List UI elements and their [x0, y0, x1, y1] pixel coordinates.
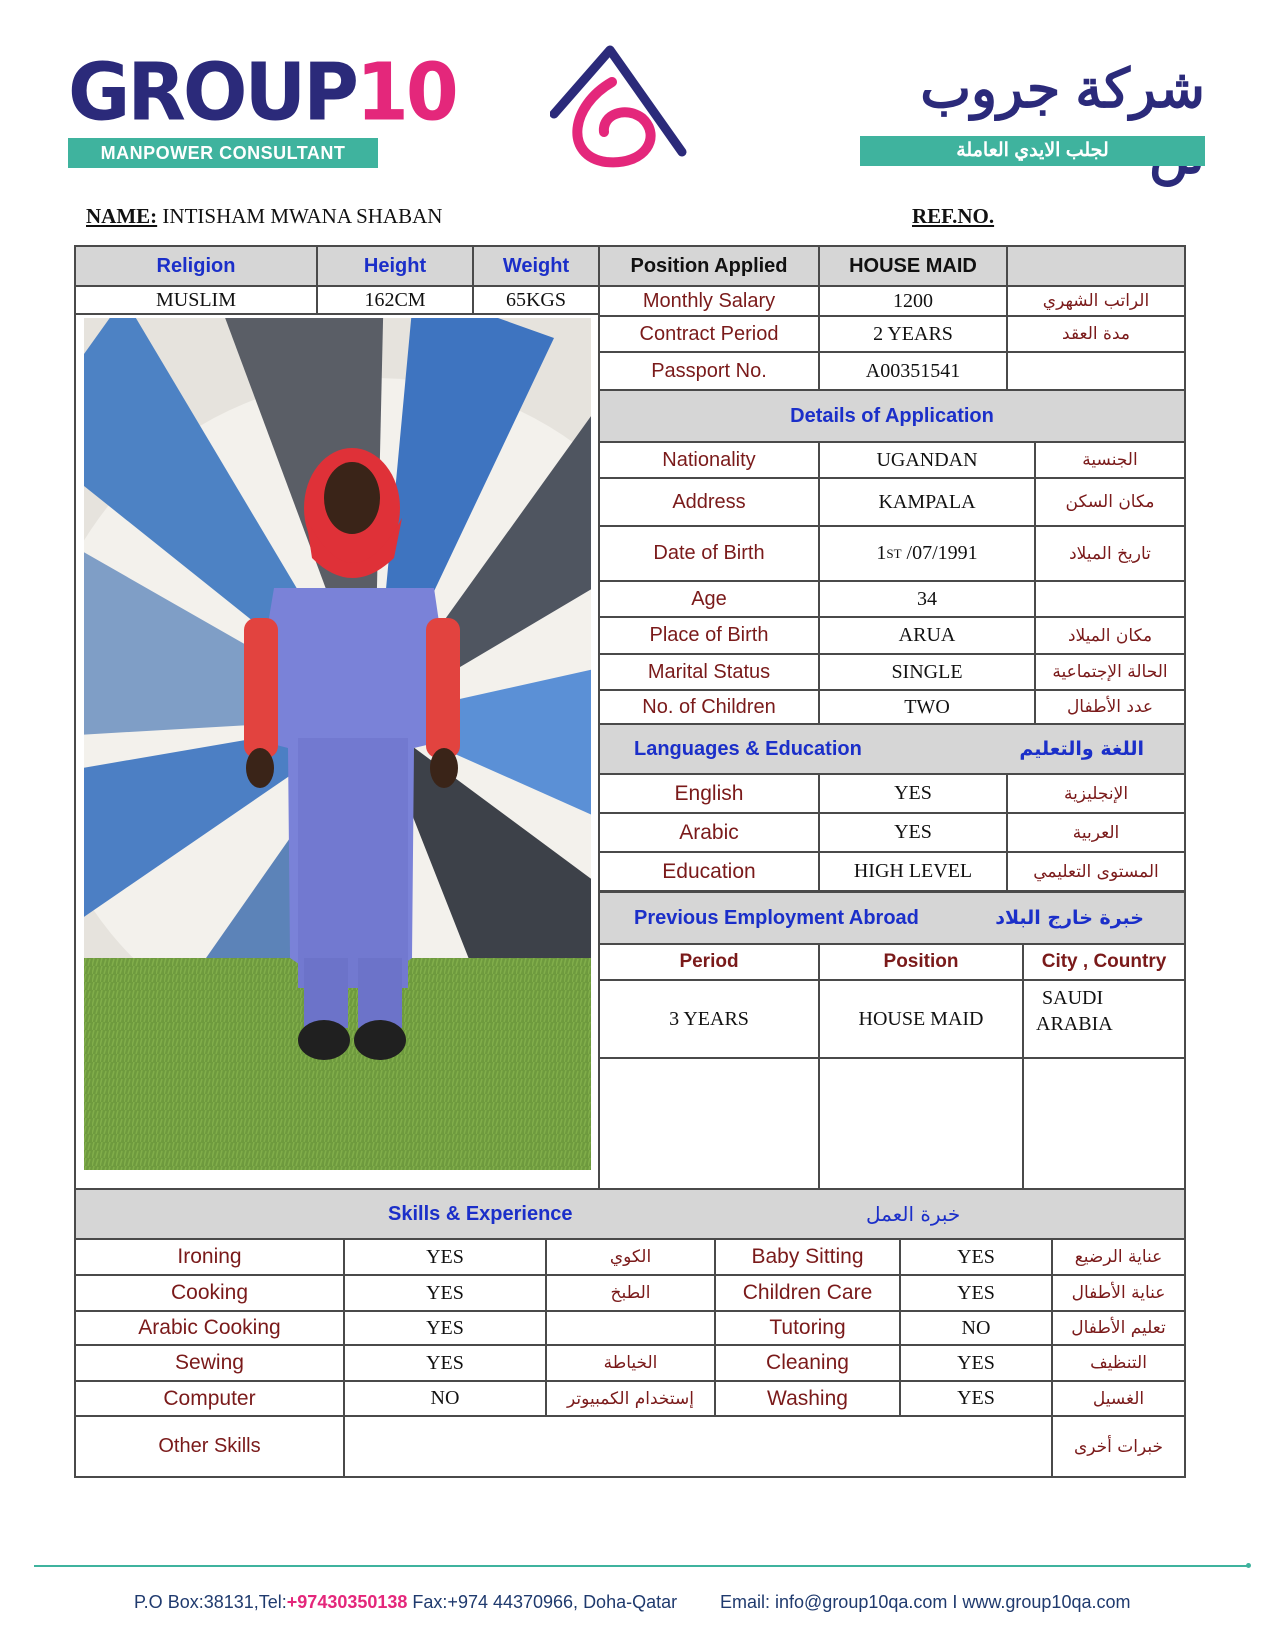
skill-value: YES — [343, 1274, 547, 1312]
other-skills-label: Other Skills — [74, 1415, 345, 1478]
passport-arabic-cell — [1006, 351, 1186, 391]
position-applied-value: HOUSE MAID — [818, 245, 1008, 287]
language-arabic: المستوى التعليمي — [1006, 851, 1186, 892]
employment-col-period: Period — [598, 943, 820, 981]
position-arabic-cell — [1006, 245, 1186, 287]
footer-email: Email: info@group10qa.com I www.group10qa.com — [720, 1592, 1131, 1612]
brand-arabic-tagline: لجلب الايدي العاملة — [860, 136, 1205, 166]
footer-address-part1: P.O Box:38131,Tel: — [134, 1592, 287, 1612]
dob-rest: /07/1991 — [901, 542, 978, 564]
skill-arabic: الكوي — [545, 1238, 716, 1276]
contract-value: 2 YEARS — [818, 315, 1008, 353]
employment-empty-position — [818, 1057, 1024, 1190]
detail-value — [818, 525, 1036, 582]
brand-arabic: شركة جروب — [920, 59, 1205, 119]
footer-address-part2: Fax:+974 44370966, Doha-Qatar — [407, 1592, 678, 1612]
detail-label: Place of Birth — [598, 616, 820, 655]
skill-arabic: عناية الأطفال — [1051, 1274, 1186, 1312]
employment-title-arabic: خبرة خارج البلاد — [995, 907, 1144, 929]
skill-value: YES — [343, 1238, 547, 1276]
detail-value: 34 — [818, 580, 1036, 618]
skill-label: Arabic Cooking — [74, 1310, 345, 1346]
skill-label: Washing — [714, 1380, 901, 1417]
detail-label: Address — [598, 477, 820, 527]
languages-title-arabic: اللغة والتعليم — [1019, 738, 1144, 760]
skill-arabic: الخياطة — [545, 1344, 716, 1382]
detail-value: SINGLE — [818, 653, 1036, 691]
employment-header — [598, 891, 1186, 945]
language-arabic: العربية — [1006, 812, 1186, 853]
position-applied-label: Position Applied — [598, 245, 820, 287]
candidate-name: INTISHAM MWANA SHABAN — [162, 204, 443, 228]
skill-label: Computer — [74, 1380, 345, 1417]
brand-number: 10 — [355, 44, 456, 139]
skill-value: NO — [343, 1380, 547, 1417]
height-header: Height — [316, 245, 474, 287]
detail-arabic: الجنسية — [1034, 441, 1186, 479]
group10-logo — [68, 44, 456, 170]
language-label: English — [598, 773, 820, 814]
skills-title: Skills & Experience — [388, 1202, 573, 1225]
skill-label: Ironing — [74, 1238, 345, 1276]
brand-tagline: MANPOWER CONSULTANT — [68, 138, 378, 168]
skill-arabic — [545, 1310, 716, 1346]
detail-arabic: تاريخ الميلاد — [1034, 525, 1186, 582]
detail-label: Age — [598, 580, 820, 618]
skill-label: Children Care — [714, 1274, 901, 1312]
detail-arabic: عدد الأطفال — [1034, 689, 1186, 725]
brand-main: GROUP — [68, 44, 356, 139]
language-value: YES — [818, 812, 1008, 853]
skill-label: Cleaning — [714, 1344, 901, 1382]
skill-arabic: الطبخ — [545, 1274, 716, 1312]
skills-header — [74, 1188, 1186, 1240]
skill-value: YES — [899, 1274, 1053, 1312]
name-label: NAME: — [86, 204, 158, 228]
language-label: Arabic — [598, 812, 820, 853]
employment-title: Previous Employment Abroad — [634, 906, 919, 929]
employment-country-line-2: ARABIA — [1036, 1013, 1113, 1035]
employment-country — [1022, 979, 1186, 1059]
dob-day: 1 — [876, 542, 887, 564]
candidate-name-line — [86, 204, 442, 229]
other-skills-arabic: خبرات أخرى — [1051, 1415, 1186, 1478]
detail-arabic — [1034, 580, 1186, 618]
religion-value: MUSLIM — [74, 285, 318, 315]
arabic-logo — [855, 56, 1205, 168]
skill-value: NO — [899, 1310, 1053, 1346]
skill-value: YES — [899, 1344, 1053, 1382]
skill-label: Cooking — [74, 1274, 345, 1312]
skill-arabic: تعليم الأطفال — [1051, 1310, 1186, 1346]
height-value: 162CM — [316, 285, 474, 315]
contract-arabic: مدة العقد — [1006, 315, 1186, 353]
ref-no-label: REF.NO. — [912, 204, 995, 228]
salary-label: Monthly Salary — [598, 285, 820, 317]
detail-value: ARUA — [818, 616, 1036, 655]
employment-position: HOUSE MAID — [818, 979, 1024, 1059]
footer-divider-dot — [1246, 1563, 1251, 1568]
languages-title: Languages & Education — [634, 737, 862, 760]
skill-value: YES — [899, 1238, 1053, 1276]
language-arabic: الإنجليزية — [1006, 773, 1186, 814]
details-title: Details of Application — [598, 389, 1186, 443]
language-label: Education — [598, 851, 820, 892]
passport-label: Passport No. — [598, 351, 820, 391]
contract-label: Contract Period — [598, 315, 820, 353]
detail-value: UGANDAN — [818, 441, 1036, 479]
detail-label: Date of Birth — [598, 525, 820, 582]
footer-tel: +97430350138 — [286, 1592, 408, 1612]
passport-value: A00351541 — [818, 351, 1008, 391]
weight-header: Weight — [472, 245, 600, 287]
languages-header — [598, 723, 1186, 775]
detail-label: Nationality — [598, 441, 820, 479]
other-skills-value — [343, 1415, 1053, 1478]
detail-label: Marital Status — [598, 653, 820, 691]
detail-arabic: مكان الميلاد — [1034, 616, 1186, 655]
employment-empty-period — [598, 1057, 820, 1190]
skill-value: YES — [343, 1310, 547, 1346]
candidate-photo-illustration — [84, 318, 591, 1170]
detail-value: KAMPALA — [818, 477, 1036, 527]
detail-arabic: الحالة الإجتماعية — [1034, 653, 1186, 691]
language-value: HIGH LEVEL — [818, 851, 1008, 892]
skill-label: Tutoring — [714, 1310, 901, 1346]
employment-empty-city — [1022, 1057, 1186, 1190]
skill-label: Sewing — [74, 1344, 345, 1382]
skill-arabic: التنظيف — [1051, 1344, 1186, 1382]
house-swirl-logo-icon — [550, 44, 690, 170]
skill-label: Baby Sitting — [714, 1238, 901, 1276]
salary-arabic: الراتب الشهري — [1006, 285, 1186, 317]
dob-suffix: ST — [886, 545, 902, 561]
footer-address — [134, 1592, 677, 1613]
detail-value: TWO — [818, 689, 1036, 725]
skill-value: YES — [343, 1344, 547, 1382]
employment-col-city: City , Country — [1022, 943, 1186, 981]
detail-label: No. of Children — [598, 689, 820, 725]
candidate-photo — [84, 318, 591, 1170]
language-value: YES — [818, 773, 1008, 814]
skill-arabic: إستخدام الكمبيوتر — [545, 1380, 716, 1417]
salary-value: 1200 — [818, 285, 1008, 317]
weight-value: 65KGS — [472, 285, 600, 315]
footer-divider — [34, 1565, 1250, 1567]
skill-arabic: الغسيل — [1051, 1380, 1186, 1417]
employment-country-line-1: SAUDI — [1042, 987, 1104, 1009]
employment-col-position: Position — [818, 943, 1024, 981]
religion-header: Religion — [74, 245, 318, 287]
skills-title-arabic: خبرة العمل — [866, 1202, 961, 1226]
skill-value: YES — [899, 1380, 1053, 1417]
employment-period: 3 YEARS — [598, 979, 820, 1059]
skill-arabic: عناية الرضيع — [1051, 1238, 1186, 1276]
detail-arabic: مكان السكن — [1034, 477, 1186, 527]
